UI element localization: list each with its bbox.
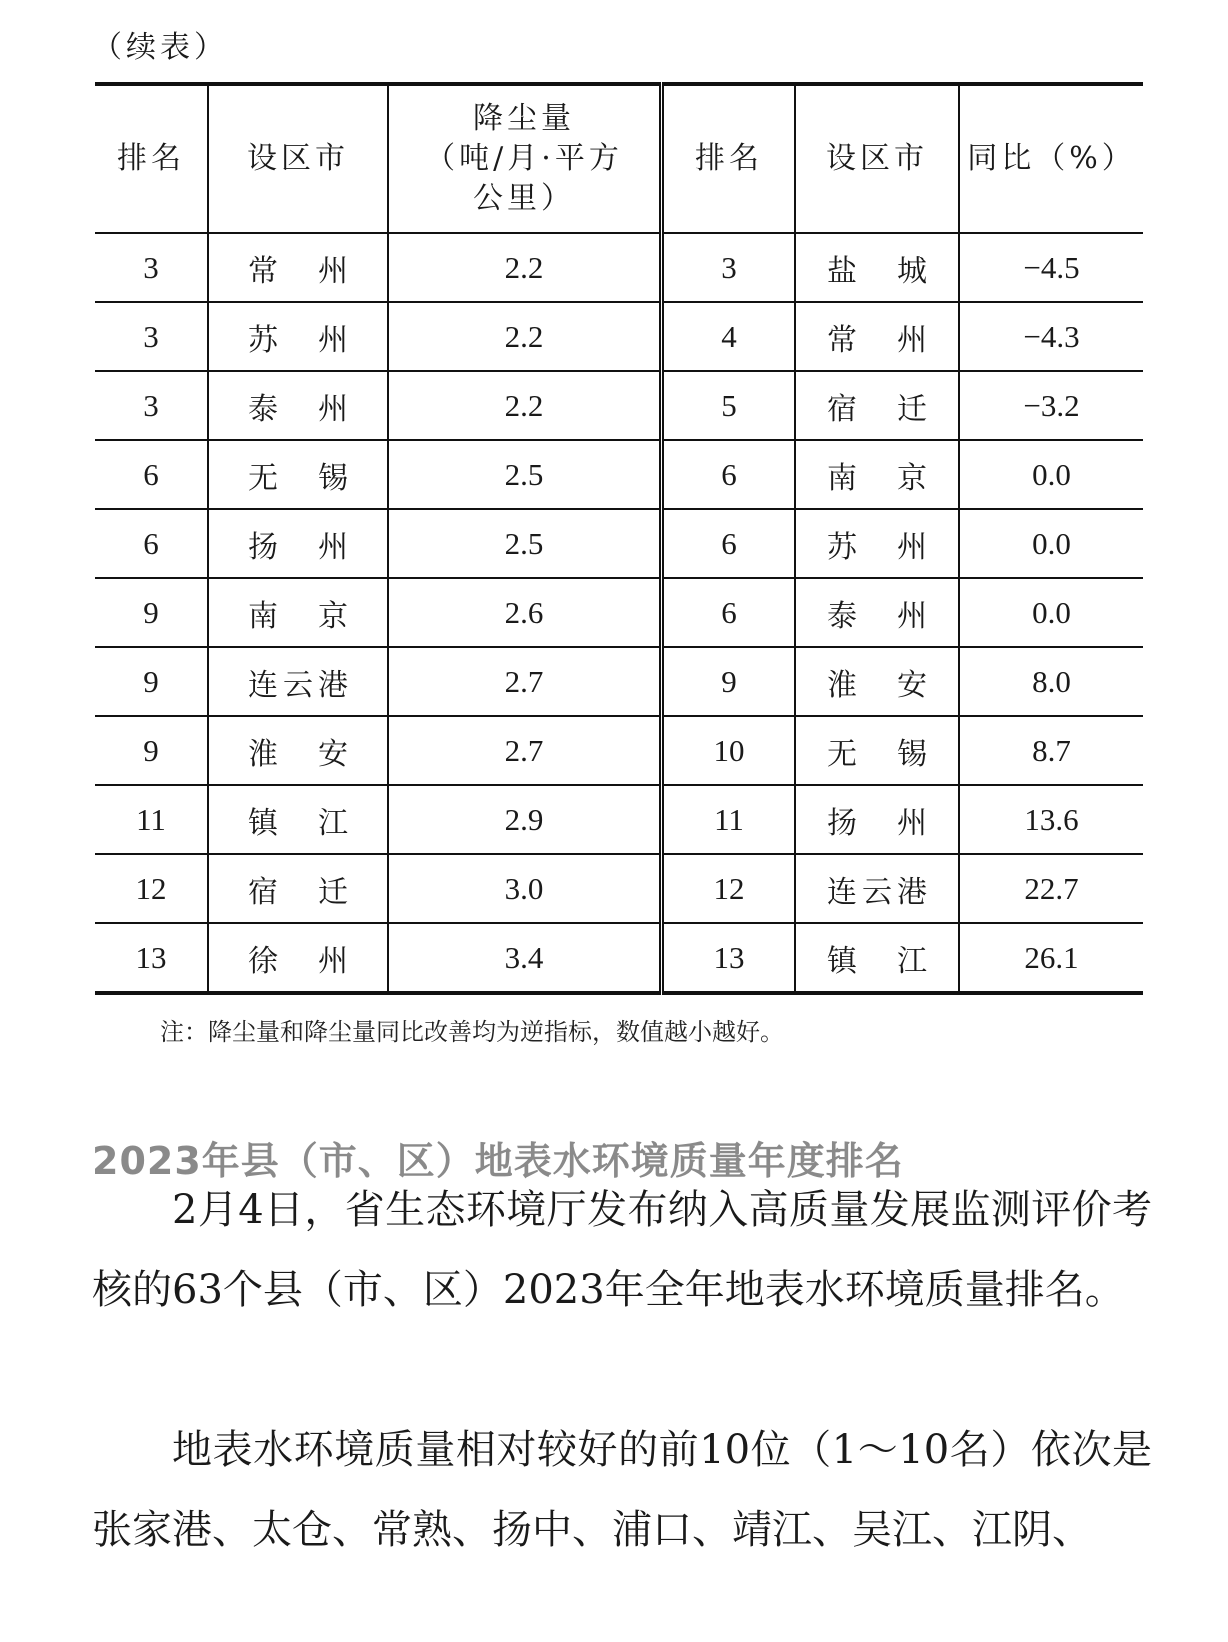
section-heading: 2023年县（市、区）地表水环境质量年度排名 [92,1139,904,1183]
city-name: 泰州 [248,391,348,427]
cell-rank-right: 11 [662,785,796,854]
header-city-right: 设区市 [795,84,959,233]
cell-city-left [208,509,388,578]
cell-rank-left: 9 [95,716,208,785]
cell-city-right [795,578,959,647]
table-row [95,716,1143,785]
header-dustfall [388,84,662,233]
cell-dustfall: 2.7 [388,716,662,785]
cell-yoy: 8.0 [959,647,1143,716]
cell-yoy: 26.1 [959,923,1143,993]
cell-dustfall: 2.2 [388,302,662,371]
cell-city-left [208,233,388,302]
cell-yoy: 8.7 [959,716,1143,785]
cell-city-left [208,923,388,993]
city-name: 镇江 [248,805,348,841]
cell-yoy: 0.0 [959,578,1143,647]
cell-rank-right: 9 [662,647,796,716]
cell-yoy: −3.2 [959,371,1143,440]
table-row [95,371,1143,440]
city-name: 徐州 [248,943,348,979]
table-row [95,509,1143,578]
cell-city-right [795,785,959,854]
cell-city-left [208,371,388,440]
header-dustfall-line1: 降尘量 [473,101,575,136]
cell-rank-left: 6 [95,440,208,509]
city-name: 南京 [248,598,348,634]
cell-city-right [795,302,959,371]
city-name: 苏州 [827,529,927,565]
city-name: 南京 [827,460,927,496]
cell-dustfall: 2.2 [388,233,662,302]
table-row [95,785,1143,854]
table-note: 注：降尘量和降尘量同比改善均为逆指标，数值越小越好。 [160,1018,784,1046]
cell-city-right [795,440,959,509]
table-row [95,578,1143,647]
cell-rank-right: 6 [662,578,796,647]
cell-city-right [795,854,959,923]
cell-city-left [208,440,388,509]
city-name: 宿迁 [827,391,927,427]
cell-yoy: 0.0 [959,509,1143,578]
cell-rank-right: 12 [662,854,796,923]
city-name: 常州 [827,322,927,358]
paragraph-1: 2月4日，省生态环境厅发布纳入高质量发展监测评价考核的63个县（市、区）2023年全年地表水环境质量排名。 [92,1187,1152,1313]
cell-rank-left: 3 [95,233,208,302]
cell-rank-left: 12 [95,854,208,923]
cell-dustfall: 2.2 [388,371,662,440]
cell-city-right [795,233,959,302]
cell-yoy: 0.0 [959,440,1143,509]
cell-city-right [795,509,959,578]
continued-table-label: （续表） [92,30,228,65]
table-row [95,440,1143,509]
city-name: 常州 [248,253,348,289]
city-name: 扬州 [827,805,927,841]
city-name: 扬州 [248,529,348,565]
city-name: 泰州 [827,598,927,634]
cell-city-left [208,578,388,647]
cell-city-right [795,923,959,993]
cell-rank-left: 3 [95,302,208,371]
cell-rank-right: 3 [662,233,796,302]
header-city-left: 设区市 [208,84,388,233]
cell-dustfall: 2.7 [388,647,662,716]
cell-city-right [795,371,959,440]
table-row [95,233,1143,302]
cell-city-right [795,716,959,785]
city-name: 淮安 [248,736,348,772]
cell-rank-right: 5 [662,371,796,440]
cell-rank-left: 3 [95,371,208,440]
cell-dustfall: 2.5 [388,509,662,578]
cell-dustfall: 2.9 [388,785,662,854]
city-name: 无锡 [248,460,348,496]
cell-rank-right: 4 [662,302,796,371]
cell-rank-left: 9 [95,578,208,647]
city-name: 连云港 [248,667,348,703]
cell-city-right [795,647,959,716]
city-name: 苏州 [248,322,348,358]
header-dustfall-line3: 公里） [473,181,575,216]
table-row [95,647,1143,716]
cell-dustfall: 3.0 [388,854,662,923]
header-rank-right: 排名 [662,84,796,233]
cell-rank-right: 13 [662,923,796,993]
paragraph-2: 地表水环境质量相对较好的前10位（1～10名）依次是张家港、太仓、常熟、扬中、浦口、靖江、吴江、江阴、 [92,1427,1152,1553]
city-name: 宿迁 [248,874,348,910]
cell-rank-right: 6 [662,440,796,509]
cell-rank-left: 9 [95,647,208,716]
table-row [95,854,1143,923]
cell-city-left [208,785,388,854]
city-name: 无锡 [827,736,927,772]
cell-rank-right: 10 [662,716,796,785]
city-name: 淮安 [827,667,927,703]
cell-city-left [208,854,388,923]
cell-dustfall: 3.4 [388,923,662,993]
table-body [95,233,1143,993]
cell-yoy: −4.3 [959,302,1143,371]
cell-yoy: 13.6 [959,785,1143,854]
cell-yoy: 22.7 [959,854,1143,923]
city-name: 镇江 [827,943,927,979]
cell-dustfall: 2.5 [388,440,662,509]
cell-rank-left: 11 [95,785,208,854]
cell-rank-left: 13 [95,923,208,993]
cell-rank-right: 6 [662,509,796,578]
cell-city-left [208,716,388,785]
city-name: 连云港 [827,874,927,910]
header-rank-left: 排名 [95,84,208,233]
cell-city-left [208,302,388,371]
dustfall-ranking-table [95,82,1143,995]
cell-rank-left: 6 [95,509,208,578]
header-yoy: 同比（%） [959,84,1143,233]
table-header-row [95,84,1143,233]
table-row [95,923,1143,993]
header-dustfall-line2: （吨/月·平方 [425,141,623,176]
cell-dustfall: 2.6 [388,578,662,647]
table-row [95,302,1143,371]
cell-city-left [208,647,388,716]
cell-yoy: −4.5 [959,233,1143,302]
city-name: 盐城 [827,253,927,289]
